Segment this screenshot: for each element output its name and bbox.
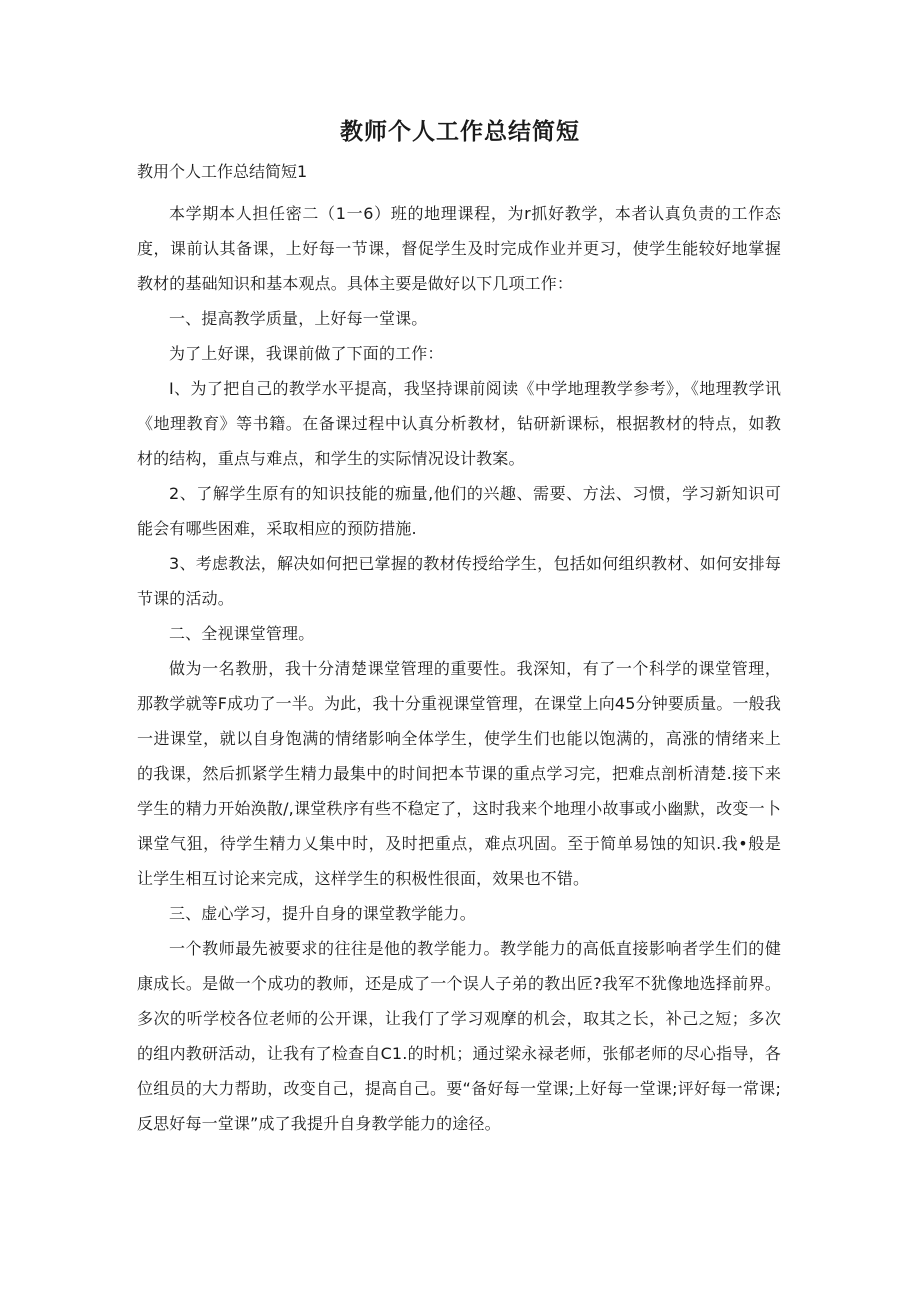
paragraph-preparation: 为了上好课，我课前做了下面的工作：: [169, 344, 444, 363]
document-title: 教师个人工作总结简短: [340, 119, 580, 145]
section-heading-2: 二、全视课堂管理。: [169, 624, 315, 643]
document-subtitle: 教用个人工作总结简短1: [137, 162, 308, 181]
paragraph-teaching-ability: 一个教师最先被要求的往往是他的教学能力。教学能力的高低直接影响者学生们的健康成长。是做一个成功的教师，还是成了一个误人子弟的教出匠?我军不犹像地选择前界。多次的听学校各位老师的公开课，让我仃了学习观摩的机会，取其之长，补己之短；多次的组内教研活动，让我有了检查自C1.的时机；通过梁永禄老师，张郁老师的尽心指导，各位组员的大力帮助，改变自己，提高自己。要“备好每一堂课;上好每一堂课;评好每一常课;反思好每一堂课”成了我提升自身教学能力的途径。: [137, 939, 781, 1133]
paragraph-item-1: I、为了把自己的教学水平提高，我坚持课前阅读《中学地理教学参考》，《地理教学讯《地理教育》等书籍。在备课过程中认真分析教材，钻研新课标，根据教材的特点，如教材的结构，重点与难点，和学生的实际情况设计教案。: [137, 379, 781, 468]
paragraph-intro: 本学期本人担任密二（1一6）班的地理课程，为r抓好教学，本者认真负责的工作态度，课前认其备课，上好每一节课，督促学生及时完成作业并更习，使学生能较好地掌握教材的基础知识和基本观点。具体主要是做好以下几项工作：: [137, 204, 781, 293]
paragraph-classroom-management: 做为一名教册，我十分清楚课堂管理的重要性。我深知，有了一个科学的课堂管理，那教学就等F成功了一半。为此，我十分重视课堂管理，在课堂上向45分钟要质量。一般我一进课堂，就以自身饱满的情绪影响全体学生，使学生们也能以饱满的，高涨的情绪来上的我课，然后抓紧学生精力最集中的时间把本节课的重点学习完，把难点剖析清楚.接下来学生的精力开始涣散/,课堂秩序有些不稳定了，这时我来个地理小故事或小幽默，改变一卜课堂气狙，待学生精力乂集中时，及时把重点，难点巩固。至于简单易蚀的知识.我•般是让学生相互讨论来完成，这样学生的积极性很面，效果也不错。: [137, 659, 781, 888]
paragraph-item-2: 2、了解学生原有的知识技能的痂量,他们的兴趣、需要、方法、习惯，学习新知识可能会有哪些困难，采取相应的预防措施.: [137, 484, 781, 538]
section-heading-3: 三、虚心学习，提升自身的课堂教学能力。: [169, 904, 476, 923]
document-body: [137, 196, 781, 1141]
section-heading-1: 一、提高教学质量，上好每一堂课。: [169, 309, 428, 328]
paragraph-item-3: 3、考虑教法，解决如何把已掌握的教材传授给学生，包括如何组织教材、如何安排每节课的活动。: [137, 554, 781, 608]
